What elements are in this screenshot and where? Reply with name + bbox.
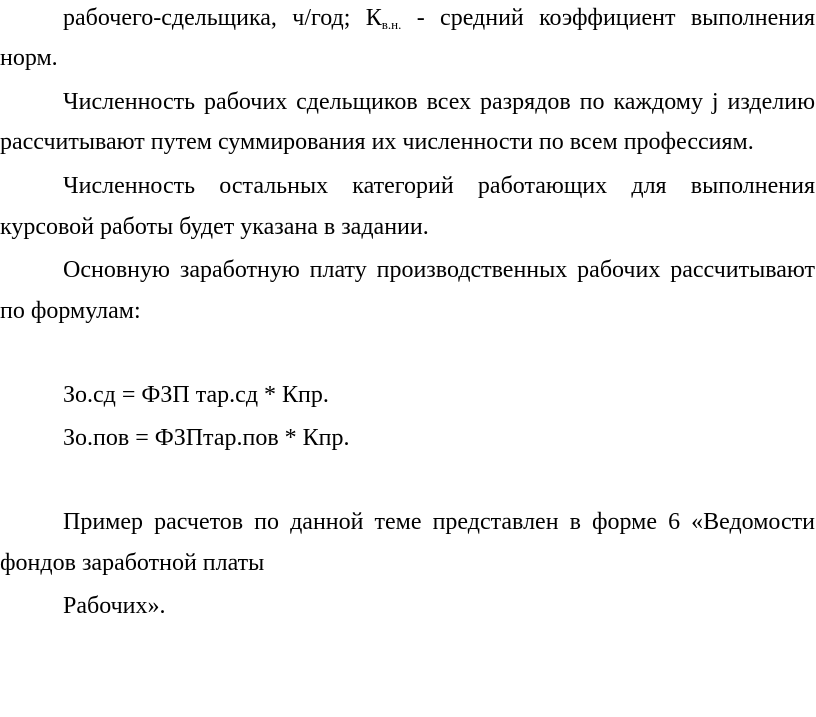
paragraph-1-line-2: норм. [0, 45, 58, 71]
paragraph-3-line-1: Численность остальных категорий работающих для выполнения [63, 173, 815, 199]
paragraph-5-line-2: фондов заработной платы [0, 550, 265, 576]
formula-time-based: Зо.пов = ФЗПтар.пов * Кпр. [63, 425, 350, 451]
paragraph-5-line-1: Пример расчетов по данной теме представлен в форме 6 «Ведомости [63, 509, 815, 535]
paragraph-2-line-2: рассчитывают путем суммирования их численности по всем профессиям. [0, 129, 754, 155]
p1-text-after-subscript: - средний коэффициент выполнения [401, 5, 815, 31]
paragraph-3-line-2: курсовой работы будет указана в задании. [0, 214, 429, 240]
formula-piecework: Зо.сд = ФЗП тар.сд * Кпр. [63, 382, 329, 408]
paragraph-4-line-2: по формулам: [0, 298, 141, 324]
coefficient-subscript: в.н. [381, 17, 402, 32]
p1-text-before-subscript: рабочего-сдельщика, ч/год; К [63, 5, 382, 31]
paragraph-4-line-1: Основную заработную плату производственных рабочих рассчитывают [63, 257, 815, 283]
paragraph-1-line-1 [63, 4, 815, 35]
paragraph-2-line-1: Численность рабочих сдельщиков всех разрядов по каждому j изделию [63, 89, 815, 115]
paragraph-5-line-3: Рабочих». [63, 593, 166, 619]
